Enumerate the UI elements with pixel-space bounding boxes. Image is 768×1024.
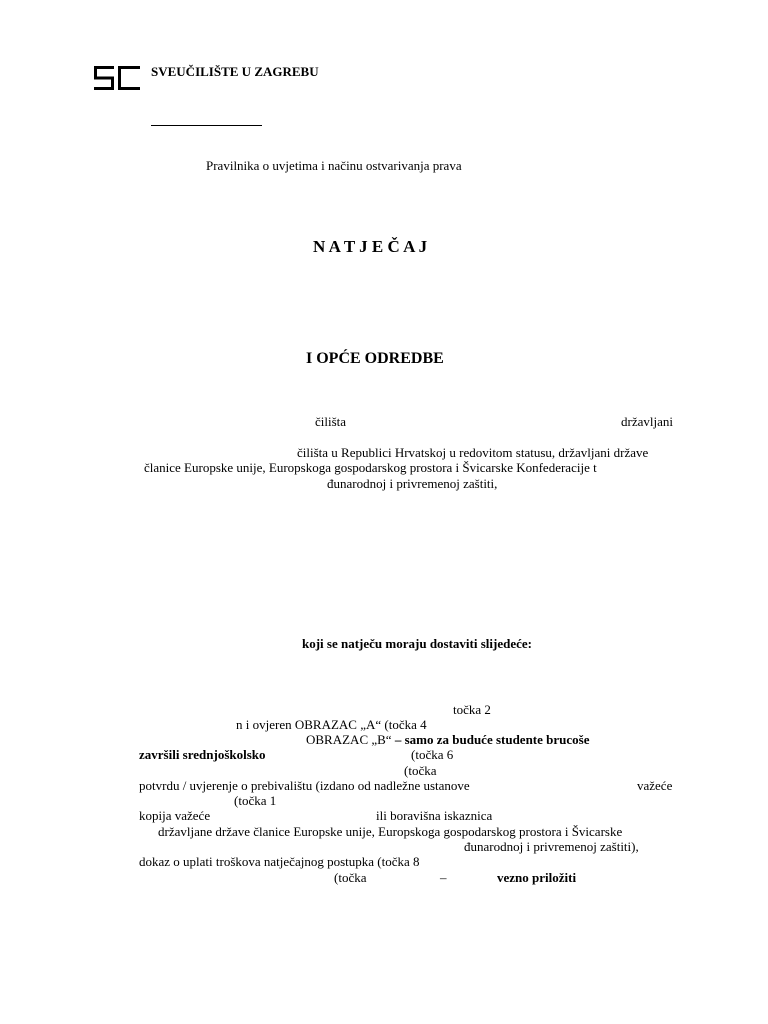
- intro-text: Pravilnika o uvjetima i načinu ostvarivanja prava: [206, 158, 462, 173]
- section-heading: I OPĆE ODREDBE: [306, 350, 444, 367]
- header-rule: [151, 125, 262, 126]
- document-title: N A T J E Č A J: [313, 237, 428, 256]
- list-item: ili boravišna iskaznica: [376, 808, 493, 823]
- list-item: važeće: [637, 778, 673, 793]
- list-item: đunarodnoj i privremenoj zaštiti),: [464, 839, 639, 854]
- university-logo: [94, 66, 140, 90]
- documents-heading: koji se natječu moraju dostaviti slijedeće:: [302, 636, 532, 651]
- list-item: državljane države članice Europske unije, Europskoga gospodarskog prostora i Švicarske: [158, 824, 623, 839]
- list-item: (točka: [334, 870, 367, 885]
- list-item: dokaz o uplati troškova natječajnog postupka (točka 8: [139, 854, 420, 869]
- list-item: n i ovjeren OBRAZAC „A“ (točka 4: [236, 717, 427, 732]
- list-item: [306, 733, 590, 747]
- list-item: (točka: [404, 763, 437, 778]
- list-item: –: [440, 870, 447, 885]
- paragraph1-line: đunarodnoj i privremenoj zaštiti,: [327, 476, 498, 491]
- list-item-emphasis: – samo za buduće studente brucoše: [391, 732, 590, 747]
- list-item-text: OBRAZAC „B“: [306, 732, 392, 747]
- list-item: kopija važeće: [139, 808, 211, 823]
- paragraph1-fragment: čilišta: [315, 414, 347, 429]
- list-item: potvrdu / uvjerenje o prebivalištu (izdano od nadležne ustanove: [139, 778, 470, 793]
- paragraph1-line: članice Europske unije, Europskoga gospodarskog prostora i Švicarske Konfederacije t: [144, 460, 597, 475]
- university-name: SVEUČILIŠTE U ZAGREBU: [151, 64, 319, 79]
- paragraph1-line: čilišta u Republici Hrvatskoj u redovitom statusu, državljani države: [297, 445, 649, 460]
- list-item: završili srednjoškolsko: [139, 747, 266, 762]
- list-item: (točka 6: [411, 747, 454, 762]
- list-item: (točka 1: [234, 793, 277, 808]
- list-item: točka 2: [453, 702, 491, 717]
- paragraph1-fragment: državljani: [621, 414, 673, 429]
- list-item-emphasis: vezno priložiti: [497, 870, 577, 885]
